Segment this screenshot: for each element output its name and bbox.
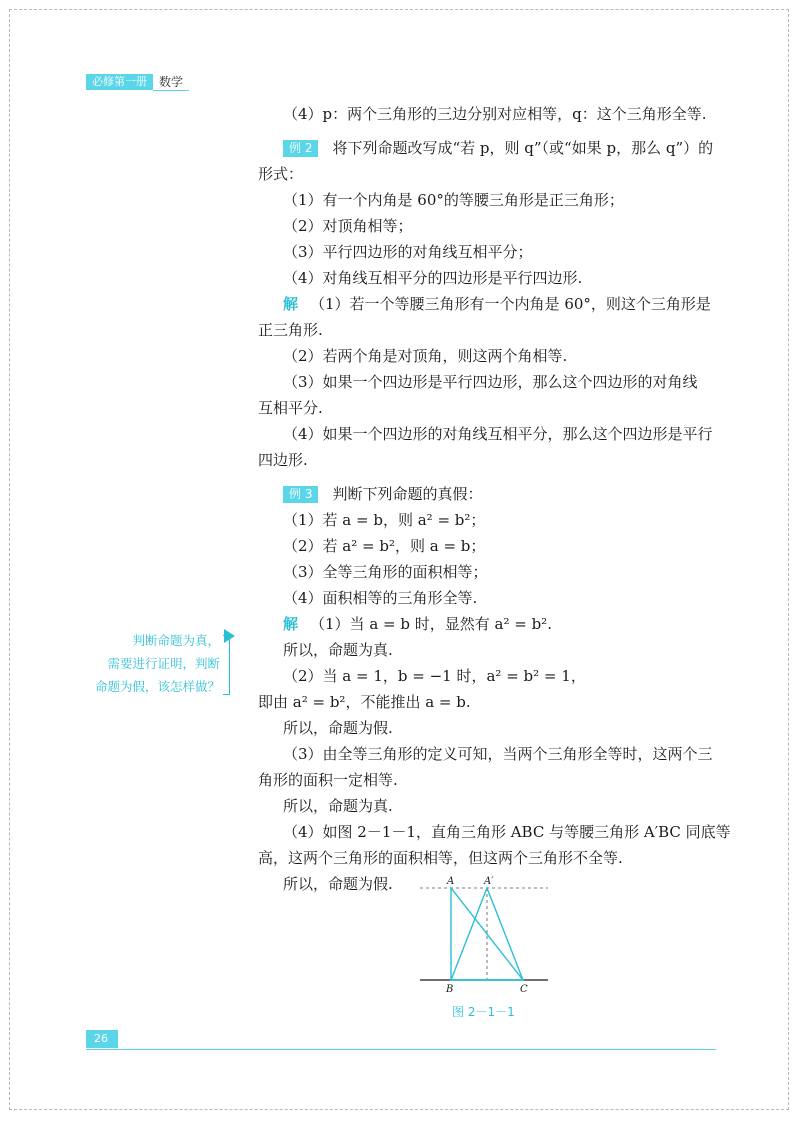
- line-text: （4）如图 2－1－1，直角三角形 ABC 与等腰三角形 A′BC 同底等: [283, 823, 731, 841]
- text-line: [258, 369, 720, 395]
- line-text: （2）若两个角是对顶角，则这两个角相等.: [283, 347, 568, 365]
- paragraph-gap: [258, 127, 720, 135]
- example-tag: 例 2: [283, 140, 318, 157]
- line-text: （1）若一个等腰三角形有一个内角是 60°，则这个三角形是: [310, 295, 711, 313]
- text-line: [258, 213, 720, 239]
- text-line: [258, 239, 720, 265]
- text-line: [258, 611, 720, 637]
- text-line: [258, 447, 720, 473]
- triangle-figure: [410, 870, 560, 995]
- line-text: 角形的面积一定相等.: [258, 771, 398, 789]
- line-text: 正三角形.: [258, 321, 323, 339]
- page-footer: [86, 1030, 716, 1050]
- margin-note-line: 判断命题为真，: [132, 633, 220, 648]
- example-tag: 例 3: [283, 486, 318, 503]
- line-text: （1）若 a = b，则 a² = b²；: [283, 511, 486, 529]
- line-text: （3）全等三角形的面积相等；: [283, 563, 488, 581]
- text-line: [258, 343, 720, 369]
- text-line: [258, 559, 720, 585]
- line-text: 即由 a² = b²，不能推出 a = b.: [258, 693, 471, 711]
- label-B: B: [446, 984, 454, 995]
- text-line: [258, 101, 720, 127]
- margin-note: [78, 629, 220, 698]
- line-text: 形式：: [258, 165, 304, 183]
- text-line: [258, 395, 720, 421]
- margin-note-line: 命题为假，该怎样做？: [94, 679, 220, 694]
- margin-note-arrow-icon: [224, 629, 235, 643]
- running-header: [86, 74, 189, 90]
- text-line: [258, 715, 720, 741]
- solution-label: 解: [283, 615, 299, 633]
- text-line: [258, 481, 720, 507]
- margin-note-line: 需要进行证明，判断: [107, 656, 220, 671]
- line-text: （3）如果一个四边形是平行四边形，那么这个四边形的对角线: [283, 373, 698, 391]
- line-text: （1）有一个内角是 60°的等腰三角形是正三角形；: [283, 191, 624, 209]
- line-text: （4）如果一个四边形的对角线互相平分，那么这个四边形是平行: [283, 425, 713, 443]
- main-text: [258, 101, 731, 897]
- text-line: [258, 767, 720, 793]
- line-text: 将下列命题改写成“若 p，则 q”（或“如果 p，那么 q”）的: [332, 139, 714, 157]
- book-title: 必修第一册: [86, 74, 153, 90]
- text-line: [258, 317, 720, 343]
- figure-caption: 图 2－1－1: [452, 1005, 515, 1019]
- line-text: （2）若 a² = b²，则 a = b；: [283, 537, 486, 555]
- line-text: （4）面积相等的三角形全等.: [283, 589, 478, 607]
- text-line: [258, 135, 720, 161]
- text-line: [258, 663, 720, 689]
- line-text: 所以，命题为假.: [283, 719, 393, 737]
- text-line: [258, 845, 720, 871]
- text-line: [258, 741, 720, 767]
- subject-title: 数学: [153, 74, 189, 91]
- paragraph-gap: [258, 473, 720, 481]
- text-line: [258, 533, 720, 559]
- line-text: 判断下列命题的真假：: [332, 485, 483, 503]
- line-text: （3）由全等三角形的定义可知，当两个三角形全等时，这两个三: [283, 745, 713, 763]
- text-line: [258, 265, 720, 291]
- line-text: （3）平行四边形的对角线互相平分；: [283, 243, 533, 261]
- line-text: （4）对角线互相平分的四边形是平行四边形.: [283, 269, 583, 287]
- line-text: 四边形.: [258, 451, 308, 469]
- line-text: （2）对顶角相等；: [283, 217, 413, 235]
- text-line: [258, 507, 720, 533]
- line-text: （2）当 a = 1，b = −1 时，a² = b² = 1，: [283, 667, 586, 685]
- text-line: [258, 819, 731, 845]
- line-text: 互相平分.: [258, 399, 323, 417]
- line-text: 高，这两个三角形的面积相等，但这两个三角形不全等.: [258, 849, 623, 867]
- text-line: [258, 421, 720, 447]
- text-line: [258, 161, 720, 187]
- text-line: [258, 637, 720, 663]
- label-C: C: [520, 984, 528, 995]
- label-A-prime: A′: [484, 876, 494, 887]
- label-A: A: [447, 876, 455, 887]
- line-text: （1）当 a = b 时，显然有 a² = b².: [310, 615, 552, 633]
- text-line: [258, 291, 720, 317]
- text-line: [258, 793, 720, 819]
- line-text: 所以，命题为真.: [283, 641, 393, 659]
- line-text: 所以，命题为真.: [283, 797, 393, 815]
- margin-note-bracket: [223, 635, 230, 695]
- text-line: [258, 585, 720, 611]
- text-line: [258, 689, 720, 715]
- footer-rule: [86, 1049, 716, 1050]
- page-number: 26: [86, 1030, 118, 1048]
- text-line: [258, 187, 720, 213]
- line-text: 所以，命题为假.: [283, 875, 393, 893]
- solution-label: 解: [283, 295, 299, 313]
- line-text: （4）p：两个三角形的三边分别对应相等，q：这个三角形全等.: [283, 105, 707, 123]
